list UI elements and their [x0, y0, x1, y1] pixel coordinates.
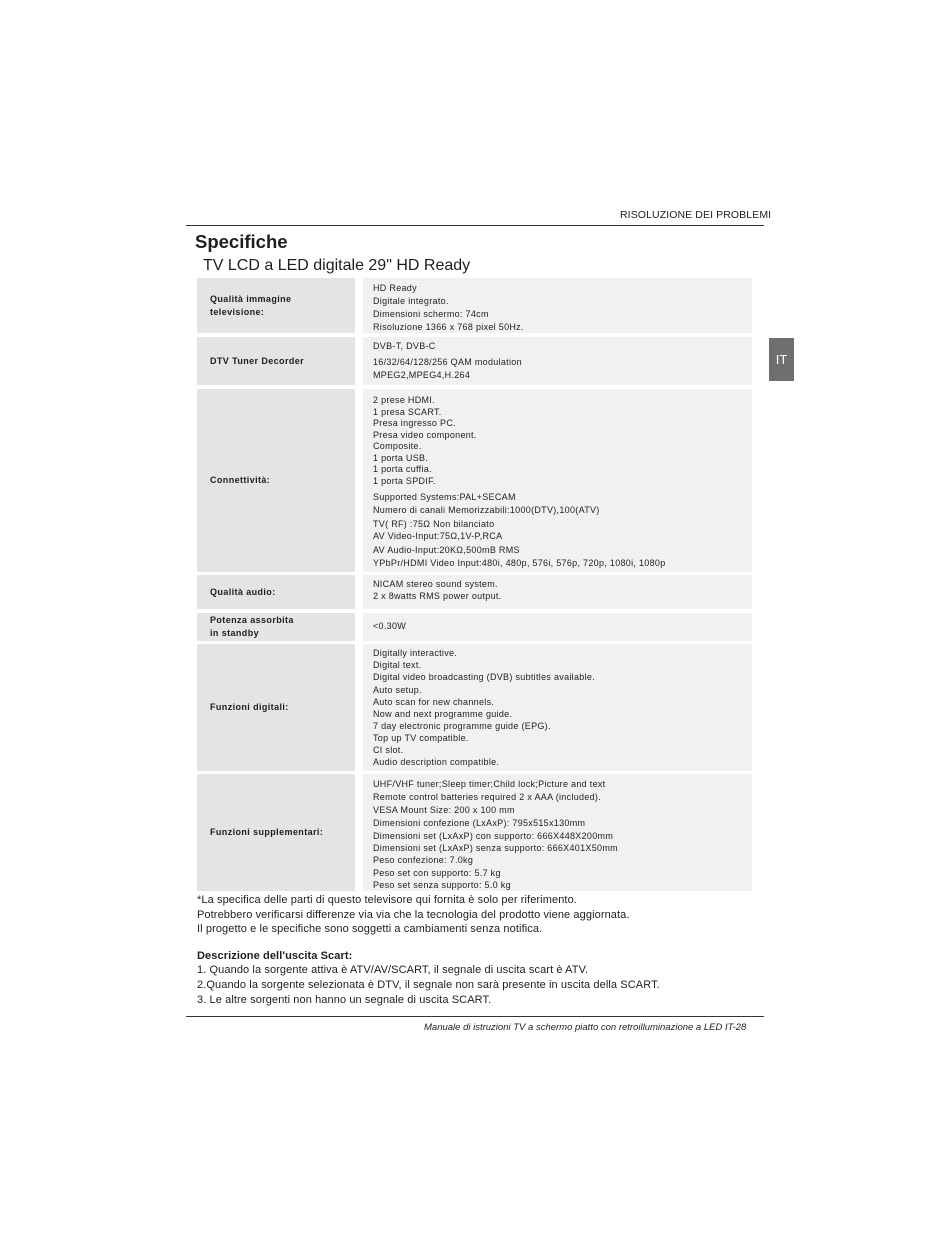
spec-value-line: 1 porta cuffia. [373, 464, 432, 474]
spec-value-line: Digital video broadcasting (DVB) subtitles available. [373, 672, 596, 682]
spec-value-cell [363, 575, 752, 609]
page-subtitle: TV LCD a LED digitale 29" HD Ready [203, 257, 471, 274]
scart-item: 1. Quando la sorgente attiva è ATV/AV/SCART, il segnale di uscita scart è ATV. [197, 964, 589, 976]
spec-value-cell [363, 278, 752, 333]
language-tab-label: IT [775, 352, 788, 367]
scart-item: 2.Quando la sorgente selezionata è DTV, il segnale non sarà presente in uscita della SCART. [197, 979, 660, 991]
spec-value-line: Peso set con supporto: 5.7 kg [373, 868, 501, 878]
spec-value-line: Dimensioni set (LxAxP) con supporto: 666X448X200mm [373, 831, 614, 841]
spec-value-line: TV( RF) :75Ω Non bilanciato [373, 519, 495, 529]
spec-value-line: 1 presa SCART. [373, 407, 442, 417]
spec-value-line: Presa video component. [373, 430, 477, 440]
spec-value-line: 2 x 8watts RMS power output. [373, 591, 502, 601]
spec-label: Connettività: [210, 475, 271, 485]
page-footer: Manuale di istruzioni TV a schermo piatto con retroilluminazione a LED IT-28 [424, 1022, 747, 1033]
spec-value-line: Auto setup. [373, 685, 422, 695]
note-line: Il progetto e le specifiche sono soggetti a cambiamenti senza notifica. [197, 923, 543, 935]
spec-label-cell [197, 337, 355, 385]
spec-value-line: 7 day electronic programme guide (EPG). [373, 721, 551, 731]
spec-label: Funzioni digitali: [210, 702, 289, 712]
spec-value-line: Digitally interactive. [373, 648, 458, 658]
spec-value-cell [363, 337, 752, 385]
spec-value-line: CI slot. [373, 745, 404, 755]
spec-value-line: Digital text. [373, 660, 422, 670]
spec-label-cell [197, 278, 355, 333]
scart-heading: Descrizione dell'uscita Scart: [197, 950, 353, 962]
spec-value-line: Audio description compatible. [373, 757, 500, 767]
spec-value-line: Presa ingresso PC. [373, 418, 456, 428]
spec-label-cell [197, 774, 355, 891]
note-line: *La specifica delle parti di questo televisore qui fornita è solo per riferimento. [197, 894, 577, 906]
spec-value-line: AV Video-Input:75Ω,1V-P,RCA [373, 531, 503, 541]
spec-value-line: MPEG2,MPEG4,H.264 [373, 370, 471, 380]
spec-label: Funzioni supplementari: [210, 827, 324, 837]
spec-value-line: Risoluzione 1366 x 768 pixel 50Hz. [373, 322, 524, 332]
spec-value-line: Remote control batteries required 2 x AAA (included). [373, 792, 602, 802]
spec-value-line: HD Ready [373, 283, 417, 293]
spec-value-line: Dimensioni schermo: 74cm [373, 309, 489, 319]
spec-value-line: Peso confezione: 7.0kg [373, 855, 474, 865]
spec-label-cell [197, 613, 355, 641]
spec-label: Qualità immagine televisione: [210, 293, 292, 317]
spec-value-line: 16/32/64/128/256 QAM modulation [373, 357, 522, 367]
spec-value-line: UHF/VHF tuner;Sleep timer;Child lock;Picture and text [373, 779, 606, 789]
note-line: Potrebbero verificarsi differenze via via che la tecnologia del prodotto viene aggiornata. [197, 909, 630, 921]
scart-item: 3. Le altre sorgenti non hanno un segnale di uscita SCART. [197, 994, 492, 1006]
header-divider [186, 225, 764, 226]
spec-value-line: VESA Mount Size: 200 x 100 mm [373, 805, 515, 815]
spec-value-line: <0.30W [373, 621, 407, 631]
spec-value-line: Numero di canali Memorizzabili:1000(DTV),100(ATV) [373, 505, 600, 515]
spec-value-line: Top up TV compatible. [373, 733, 469, 743]
spec-value-line: Auto scan for new channels. [373, 697, 495, 707]
spec-label-cell [197, 644, 355, 771]
spec-value-line: Dimensioni confezione (LxAxP): 795x515x130mm [373, 818, 586, 828]
spec-label: Qualità audio: [210, 586, 276, 597]
spec-label: Potenza assorbita in standby [210, 615, 294, 638]
spec-label: DTV Tuner Decorder [210, 355, 305, 366]
spec-value-line: AV Audio-Input:20KΩ,500mB RMS [373, 545, 520, 555]
spec-label-cell [197, 575, 355, 609]
spec-value-line: Dimensioni set (LxAxP) senza supporto: 666X401X50mm [373, 843, 618, 853]
language-tab [769, 338, 794, 381]
footer-divider [186, 1016, 764, 1017]
section-header: RISOLUZIONE DEI PROBLEMI [620, 209, 772, 221]
spec-value-line: 1 porta USB. [373, 453, 429, 463]
spec-value-line: Peso set senza supporto: 5.0 kg [373, 880, 511, 890]
spec-label-cell [197, 389, 355, 572]
spec-value-line: Digitale integrato. [373, 296, 449, 306]
spec-value-cell [363, 774, 752, 891]
spec-value-cell [363, 613, 752, 641]
spec-value-line: NICAM stereo sound system. [373, 579, 498, 589]
spec-value-line: DVB-T, DVB-C [373, 341, 436, 351]
spec-value-cell [363, 644, 752, 771]
spec-value-line: 2 prese HDMI. [373, 395, 435, 405]
spec-value-line: YPbPr/HDMI Video Input:480i, 480p, 576i, 576p, 720p, 1080i, 1080p [373, 558, 666, 568]
page-title: Specifiche [195, 231, 288, 252]
spec-value-line: Supported Systems:PAL+SECAM [373, 492, 516, 502]
spec-value-line: Now and next programme guide. [373, 709, 513, 719]
spec-value-cell [363, 389, 752, 572]
spec-value-line: 1 porta SPDIF. [373, 476, 436, 486]
spec-value-line: Composite. [373, 441, 422, 451]
